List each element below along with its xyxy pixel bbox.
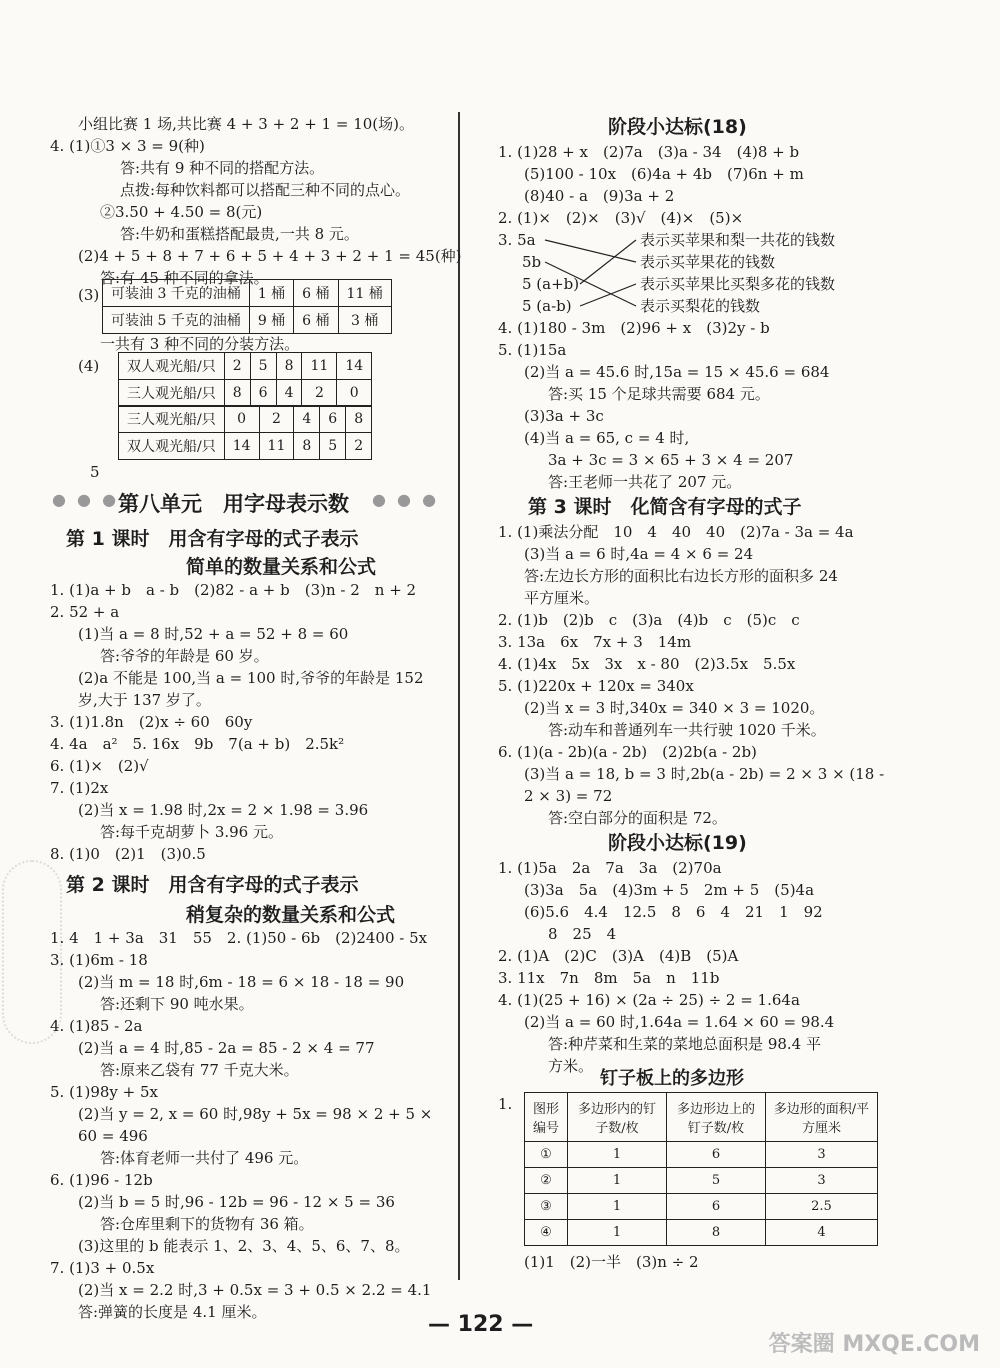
match-right-item: 表示买苹果比买梨多花的钱数 [640, 275, 836, 293]
table-row [525, 1220, 878, 1246]
table-cell: 5 [320, 433, 346, 460]
lesson3-title: 第 3 课时 化简含有字母的式子 [528, 496, 802, 518]
text-line: 小组比赛 1 场,共比赛 4 + 3 + 2 + 1 = 10(场)。 [78, 115, 414, 133]
table-cell: 8 [224, 380, 250, 407]
text-line: (2)当 a = 4 时,85 - 2a = 85 - 2 × 4 = 77 [78, 1039, 375, 1057]
match-left-item: 5b [522, 253, 542, 271]
table-cell: 14 [224, 433, 259, 460]
text-line: 3. 13a 6x 7x + 3 14m [498, 633, 692, 651]
table-cell: 6 [667, 1194, 766, 1220]
text-line: 60 = 496 [78, 1127, 148, 1145]
match-line [580, 284, 636, 306]
table-cell: 3 桶 [338, 307, 391, 334]
table-cell: 6 [320, 406, 346, 433]
table-cell: 6 [250, 380, 276, 407]
table-cell: 4 [294, 406, 320, 433]
text-line: 5 [90, 463, 100, 481]
text-line: 4. (1)4x 5x 3x x - 80 (2)3.5x 5.5x [498, 655, 796, 673]
text-line: 答:爷爷的年龄是 60 岁。 [100, 647, 269, 665]
match-line [580, 240, 636, 284]
text-line: 2. (1)A (2)C (3)A (4)B (5)A [498, 947, 739, 965]
text-line: (4) [78, 357, 100, 375]
nail-title: 钉子板上的多边形 [600, 1068, 744, 1089]
table-row [525, 1194, 878, 1220]
lesson1-subtitle: 简单的数量关系和公式 [186, 556, 377, 578]
table-cell: 6 [667, 1142, 766, 1168]
table-cell: 多边形边上的钉子数/枚 [667, 1093, 766, 1142]
table-cell: 5 [250, 353, 276, 380]
table-cell: 11 [302, 353, 337, 380]
lesson2-subtitle: 稍复杂的数量关系和公式 [186, 904, 396, 926]
text-line: 1. (1)a + b a - b (2)82 - a + b (3)n - 2 n + 2 [50, 581, 417, 599]
watermark: 答案圈 MXQE.COM [768, 1332, 980, 1357]
text-line: (3)当 a = 6 时,4a = 4 × 6 = 24 [524, 545, 754, 563]
text-line: (2)4 + 5 + 8 + 7 + 6 + 5 + 4 + 3 + 2 + 1 = 45(种) [78, 247, 462, 265]
decorative-dots: ● ● ● [52, 490, 120, 509]
table-row [525, 1093, 878, 1142]
text-line: 5. (1)220x + 120x = 340x [498, 677, 694, 695]
lesson2-title: 第 2 课时 用含有字母的式子表示 [66, 874, 359, 896]
text-line: 2. (1)b (2)b c (3)a (4)b c (5)c c [498, 611, 800, 629]
table-cell: 1 [568, 1142, 667, 1168]
text-line: (8)40 - a (9)3a + 2 [524, 187, 675, 205]
table-cell: 1 [568, 1168, 667, 1194]
table-cell: 9 桶 [249, 307, 293, 334]
text-line: (3)3a + 3c [524, 407, 604, 425]
text-line: (5)100 - 10x (6)4a + 4b (7)6n + m [524, 165, 804, 183]
unit-title: 第八单元 用字母表示数 [118, 492, 349, 516]
text-line: 答:种芹菜和生菜的菜地总面积是 98.4 平 [548, 1035, 821, 1053]
text-line: 答:左边长方形的面积比右边长方形的面积多 24 [524, 567, 838, 585]
table-cell: 14 [337, 353, 372, 380]
table-cell: 三人观光船/只 [119, 380, 225, 407]
match-right-item: 表示买梨花的钱数 [640, 297, 761, 315]
text-line: 6. (1)× (2)√ [50, 757, 149, 775]
match-left-item: 3. 5a [498, 231, 536, 249]
page-number: — 122 — [428, 1312, 534, 1337]
table-cell: 8 [276, 353, 302, 380]
table-cell: 多边形的面积/平方厘米 [766, 1093, 878, 1142]
table-cell: 3 [766, 1142, 878, 1168]
text-line: 答:空白部分的面积是 72。 [548, 809, 727, 827]
match-right-item: 表示买苹果花的钱数 [640, 253, 776, 271]
text-line: 7. (1)3 + 0.5x [50, 1259, 155, 1277]
table-cell: 2 [259, 406, 294, 433]
text-line: 1. 4 1 + 3a 31 55 2. (1)50 - 6b (2)2400 - 5x [50, 929, 428, 947]
text-line: (2)当 y = 2, x = 60 时,98y + 5x = 98 × 2 + 5 × [78, 1105, 433, 1123]
table-cell: 多边形内的钉子数/枚 [568, 1093, 667, 1142]
table-cell: 2 [346, 433, 372, 460]
text-line: 答:动车和普通列车一共行驶 1020 千米。 [548, 721, 826, 739]
table-cell: 11 [259, 433, 294, 460]
text-line: (2)当 b = 5 时,96 - 12b = 96 - 12 × 5 = 36 [78, 1193, 395, 1211]
text-line: 1. [498, 1095, 513, 1113]
table-cell: 双人观光船/只 [119, 353, 225, 380]
table-cell: 0 [224, 406, 259, 433]
table-cell: 4 [276, 380, 302, 407]
text-line: (1)1 (2)一半 (3)n ÷ 2 [524, 1253, 699, 1271]
table-cell: 1 [568, 1194, 667, 1220]
text-line: (4)当 a = 65, c = 4 时, [524, 429, 690, 447]
table-row [525, 1168, 878, 1194]
table-cell: 6 桶 [294, 307, 338, 334]
stage19-title: 阶段小达标(19) [608, 832, 747, 854]
text-line: 方米。 [548, 1057, 594, 1075]
text-line: (3)3a 5a (4)3m + 5 2m + 5 (5)4a [524, 881, 815, 899]
text-line: 1. (1)28 + x (2)7a (3)a - 34 (4)8 + b [498, 143, 800, 161]
table-cell: 2 [302, 380, 337, 407]
table-cell: 11 桶 [338, 280, 391, 307]
text-line: (3)这里的 b 能表示 1、2、3、4、5、6、7、8。 [78, 1237, 410, 1255]
table-cell: ③ [525, 1194, 568, 1220]
text-line: 答:体育老师一共付了 496 元。 [100, 1149, 309, 1167]
text-line: 4. 4a a² 5. 16x 9b 7(a + b) 2.5k² [50, 735, 345, 753]
text-line: 2. (1)× (2)× (3)√ (4)× (5)× [498, 209, 744, 227]
table-cell: 4 [766, 1220, 878, 1246]
table-cell: ④ [525, 1220, 568, 1246]
text-line: (2)当 x = 3 时,340x = 340 × 3 = 1020。 [524, 699, 825, 717]
text-line: 1. (1)乘法分配 10 4 40 40 (2)7a - 3a = 4a [498, 523, 854, 541]
table-cell: 6 桶 [294, 280, 338, 307]
table-cell: 1 [568, 1220, 667, 1246]
match-line [545, 262, 636, 306]
text-line: 答:还剩下 90 吨水果。 [100, 995, 254, 1013]
text-line: (2)当 x = 2.2 时,3 + 0.5x = 3 + 0.5 × 2.2 = 4.1 [78, 1281, 432, 1299]
text-line: 答:有 45 种不同的拿法。 [100, 269, 269, 287]
text-line: 答:每千克胡萝卜 3.96 元。 [100, 823, 283, 841]
table-cell: 2.5 [766, 1194, 878, 1220]
table-cell: 8 [667, 1220, 766, 1246]
text-line: 答:仓库里剩下的货物有 36 箱。 [100, 1215, 314, 1233]
text-line: 8. (1)0 (2)1 (3)0.5 [50, 845, 206, 863]
text-line: (2)当 a = 45.6 时,15a = 15 × 45.6 = 684 [524, 363, 830, 381]
table-cell: 8 [294, 433, 320, 460]
text-line: 4. (1)180 - 3m (2)96 + x (3)2y - b [498, 319, 770, 337]
table-cell: 双人观光船/只 [119, 433, 225, 460]
text-line: ②3.50 + 4.50 = 8(元) [100, 203, 263, 221]
text-line: 4. (1)85 - 2a [50, 1017, 143, 1035]
text-line: (2)当 x = 1.98 时,2x = 2 × 1.98 = 3.96 [78, 801, 369, 819]
table-cell: 0 [337, 380, 372, 407]
text-line: 答:买 15 个足球共需要 684 元。 [548, 385, 770, 403]
text-line: 1. (1)5a 2a 7a 3a (2)70a [498, 859, 722, 877]
match-left-item: 5 (a-b) [522, 297, 572, 315]
table-cell: 5 [667, 1168, 766, 1194]
table-cell: 8 [346, 406, 372, 433]
text-line: 3. 11x 7n 8m 5a n 11b [498, 969, 720, 987]
text-line: (3) [78, 286, 100, 304]
text-line: 岁,大于 137 岁了。 [78, 691, 211, 709]
table-row [525, 1142, 878, 1168]
stage18-title: 阶段小达标(18) [608, 116, 747, 138]
table-cell: 图形编号 [525, 1093, 568, 1142]
text-line: 3. (1)6m - 18 [50, 951, 148, 969]
text-line: (2)当 m = 18 时,6m - 18 = 6 × 18 - 18 = 90 [78, 973, 405, 991]
text-line: (1)当 a = 8 时,52 + a = 52 + 8 = 60 [78, 625, 349, 643]
table-cell: 可装油 3 千克的油桶 [103, 280, 250, 307]
match-right-item: 表示买苹果和梨一共花的钱数 [640, 231, 836, 249]
text-line: 6. (1)(a - 2b)(a - 2b) (2)2b(a - 2b) [498, 743, 757, 761]
text-line: 答:共有 9 种不同的搭配方法。 [120, 159, 325, 177]
text-line: 答:牛奶和蛋糕搭配最贵,一共 8 元。 [120, 225, 359, 243]
text-line: 2. 52 + a [50, 603, 120, 621]
text-line: 8 25 4 [548, 925, 617, 943]
table-cell: 3 [766, 1168, 878, 1194]
text-line: (3)当 a = 18, b = 3 时,2b(a - 2b) = 2 × 3 × (18 - [524, 765, 885, 783]
text-line: 答:弹簧的长度是 4.1 厘米。 [78, 1303, 267, 1321]
match-left-item: 5 (a+b) [522, 275, 580, 293]
text-line: 答:王老师一共花了 207 元。 [548, 473, 742, 491]
table-cell: ① [525, 1142, 568, 1168]
table-cell: ② [525, 1168, 568, 1194]
nail-board-table [524, 1092, 878, 1246]
text-line: 5. (1)15a [498, 341, 567, 359]
text-line: 平方厘米。 [524, 589, 600, 607]
text-line: (2)当 a = 60 时,1.64a = 1.64 × 60 = 98.4 [524, 1013, 835, 1031]
text-line: (6)5.6 4.4 12.5 8 6 4 21 1 92 [524, 903, 823, 921]
text-line: 答:原来乙袋有 77 千克大米。 [100, 1061, 299, 1079]
table-cell: 2 [224, 353, 250, 380]
text-line: 2 × 3) = 72 [524, 787, 613, 805]
text-line: (2)a 不能是 100,当 a = 100 时,爷爷的年龄是 152 [78, 669, 424, 687]
text-line: 点拨:每种饮料都可以搭配三种不同的点心。 [120, 181, 411, 199]
text-line: 3. (1)1.8n (2)x ÷ 60 60y [50, 713, 253, 731]
lesson1-title: 第 1 课时 用含有字母的式子表示 [66, 528, 359, 550]
text-line: 3a + 3c = 3 × 65 + 3 × 4 = 207 [548, 451, 794, 469]
text-line: 4. (1)(25 + 16) × (2a ÷ 25) ÷ 2 = 1.64a [498, 991, 800, 1009]
table-cell: 三人观光船/只 [119, 406, 225, 433]
table-cell: 1 桶 [249, 280, 293, 307]
text-line: 7. (1)2x [50, 779, 109, 797]
text-line: 6. (1)96 - 12b [50, 1171, 153, 1189]
decorative-dots: ● ● ● [372, 490, 440, 509]
text-line: 一共有 3 种不同的分装方法。 [100, 335, 300, 353]
text-line: 5. (1)98y + 5x [50, 1083, 158, 1101]
table-cell: 可装油 5 千克的油桶 [103, 307, 250, 334]
text-line: 4. (1)①3 × 3 = 9(种) [50, 137, 205, 155]
